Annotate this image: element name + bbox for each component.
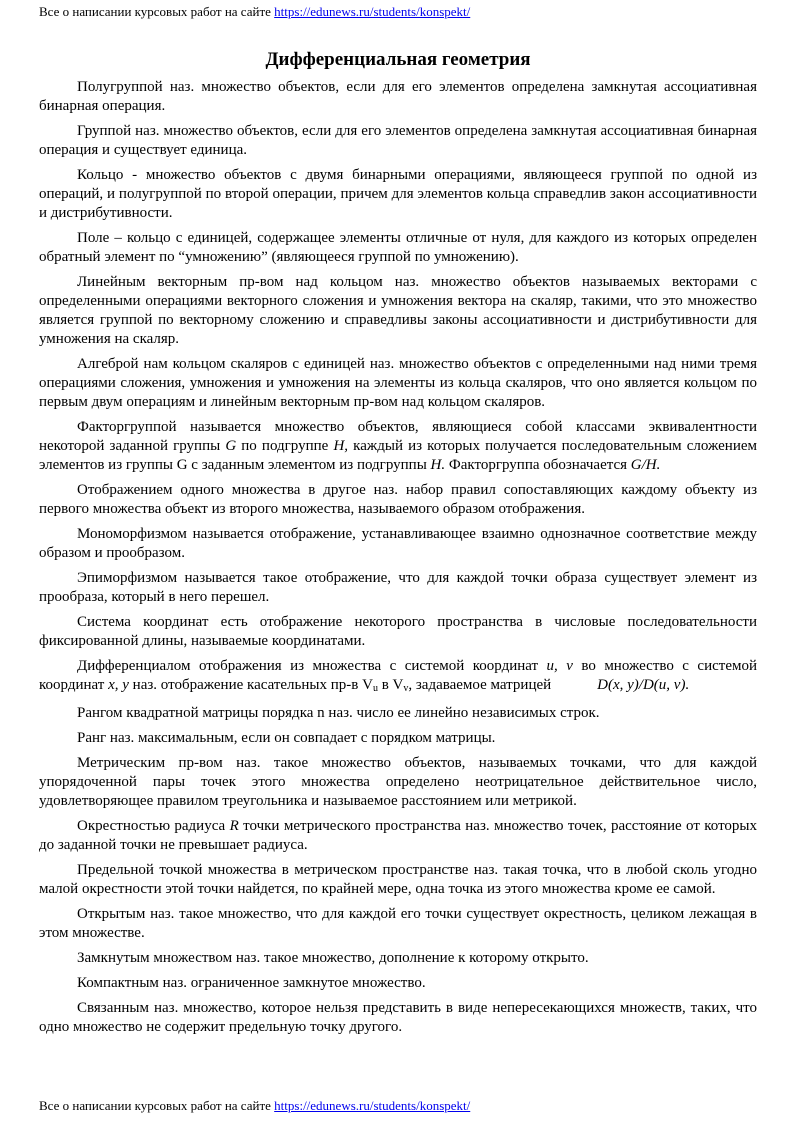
paragraph-ring: Кольцо - множество объектов с двумя бинарными операциями, являющееся группой по одной из операций, и полугруппой по второй операции, причем для элементов кольца справедлив закон ассоциативности и дистрибутивности. [39,167,757,221]
paragraph-differential [39,657,757,698]
text-span: Окрестностью радиуса [77,818,230,834]
paragraph-connected-set: Связанным наз. множество, которое нельзя представить в виде непересекающихся множеств, таких, что одно множество не содержит предельную точку другого. [39,1000,757,1035]
text-span: по подгруппе [236,438,334,454]
document-body [39,48,757,1043]
document-title: Дифференциальная геометрия [265,49,531,70]
paragraph-max-rank: Ранг наз. максимальным, если он совпадает с порядком матрицы. [77,730,496,746]
italic-r: R [229,818,239,834]
text-span: точки метрического пространства наз. множество точек, расстояние от которых до заданной точки не превышает радиуса. [39,818,758,853]
text-span: Факторгруппой называется множество объектов, являющиеся собой классами эквивалентности некоторой заданной группы [39,419,757,454]
page-footer [39,1098,470,1114]
paragraph-vector-space: Линейным векторным пр-вом над кольцом наз. множество объектов называемых векторами с определенными операциями векторного сложения и умножения вектора на скаляр, такими, что это множество является группой по векторному сложению и справедливы законы ассоциативности и дистрибутивности для умножения на скаляр. [39,274,757,347]
paragraph-algebra: Алгеброй нам кольцом скаляров с единицей наз. множество объектов с определенными над ними тремя операциями сложения, умножения и умножения на элементы из кольца скаляров, что оно является кольцом по первым двум операциям и линейным векторным пр-вом над кольцом скаляров. [39,356,757,410]
paragraph-limit-point: Предельной точкой множества в метрическом пространстве наз. такая точка, что в любой сколь угодно малой окрестности этой точки найдется, по крайней мере, одна точка из этого множества кроме ее самой. [39,862,757,897]
italic-h: H. [430,457,446,473]
italic-xy: x, y [108,677,129,693]
text-span: Факторгруппа обозначается [445,457,631,473]
text-span: , задаваемое матрицей [408,677,552,693]
text-span: в V [377,677,404,693]
paragraph-mapping: Отображением одного множества в другое наз. набор правил сопоставляющих каждому объекту из первого множества объект из второго множества, называемого образом отображения. [39,482,757,517]
paragraph-compact-set: Компактным наз. ограниченное замкнутое множество. [77,975,426,991]
paragraph-epimorphism: Эпиморфизмом называется такое отображение, что для каждой точки образа существует элемент из прообраза, который в него перешел. [39,570,757,605]
header-link[interactable]: https://edunews.ru/students/konspekt/ [274,4,471,19]
text-span: во множество с системой координат [39,658,757,693]
paragraph-rank: Рангом квадратной матрицы порядка n наз. число ее линейно независимых строк. [77,705,600,721]
paragraph-coordinate-system: Система координат есть отображение некоторого пространства в числовые последовательности фиксированной длины, называемые координатами. [39,614,757,649]
italic-uv: u, v [546,658,573,674]
paragraph-semigroup: Полугруппой наз. множество объектов, если для его элементов определена замкнутая ассоциативная бинарная операция. [39,79,757,114]
italic-gh: G/H. [630,457,661,473]
subscript-v: v [403,683,409,694]
text-span: Дифференциалом отображения из множества с системой координат [77,658,547,674]
paragraph-monomorphism: Мономорфизмом называется отображение, устанавливающее взаимно однозначное соответствие между образом и прообразом. [39,526,757,561]
italic-g: G [225,438,237,454]
header-text: Все о написании курсовых работ на сайте [39,4,275,19]
footer-text: Все о написании курсовых работ на сайте [39,1098,275,1113]
paragraph-open-set: Открытым наз. такое множество, что для каждой его точки существует окрестность, целиком лежащая в этом множестве. [39,906,757,941]
paragraph-factor-group [39,418,757,475]
footer-link[interactable]: https://edunews.ru/students/konspekt/ [274,1098,471,1113]
paragraph-group: Группой наз. множество объектов, если для его элементов определена замкнутая ассоциативная бинарная операция и существует единица. [39,123,757,158]
text-span: наз. отображение касательных пр-в V [128,677,373,693]
paragraph-metric-space: Метрическим пр-вом наз. такое множество объектов, называемых точками, что для каждой упорядоченной пары точек этого множества определено неотрицательное действительное число, удовлетворяющее правилом треугольника и называемое расстоянием или метрикой. [39,755,757,809]
jacobian-matrix: D(x, y)/D(u, v). [597,677,690,693]
page-header [39,4,470,20]
subscript-u: u [372,683,378,694]
paragraph-field: Поле – кольцо с единицей, содержащее элементы отличные от нуля, для каждого из которых определен обратный элемент по “умножению” (являющееся группой по умножению). [39,230,757,265]
paragraph-neighborhood [39,817,757,855]
text-span: каждый из которых получается последовательным сложением элементов из группы G с заданным элементом из подгруппы [39,438,758,473]
italic-h: H, [333,438,349,454]
paragraph-closed-set: Замкнутым множеством наз. такое множество, дополнение к которому открыто. [77,950,589,966]
